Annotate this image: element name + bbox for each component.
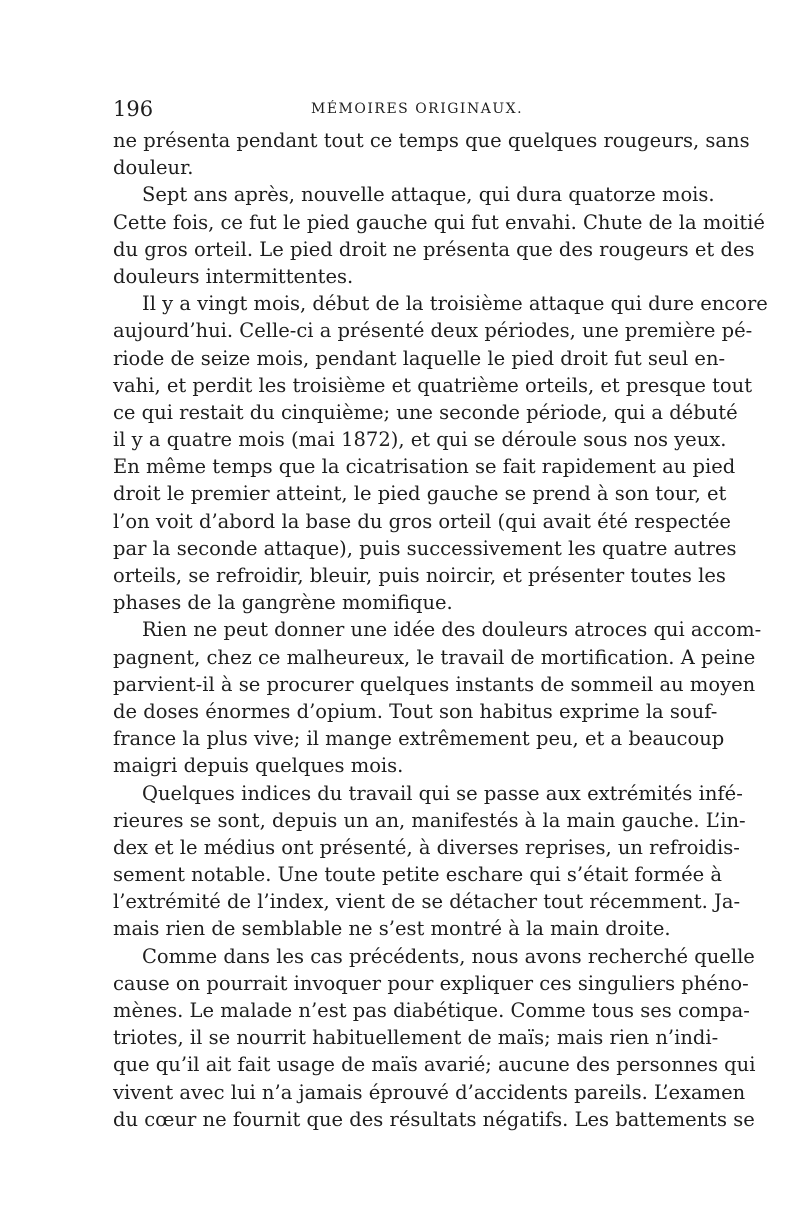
text-line: france la plus vive; il mange extrêmement peu, et a beaucoup [113, 727, 725, 751]
text-line: du gros orteil. Le pied droit ne présenta que des rougeurs et des [113, 237, 755, 261]
text-line: que qu’il ait fait usage de maïs avarié; aucune des personnes qui [113, 1053, 756, 1077]
text-line: l’on voit d’abord la base du gros orteil (qui avait été respectée [113, 509, 731, 533]
text-line: douleurs intermittentes. [113, 264, 354, 288]
text-line: il y a quatre mois (mai 1872), et qui se déroule sous nos yeux. [113, 428, 727, 452]
text-line: vivent avec lui n’a jamais éprouvé d’accidents pareils. L’examen [113, 1080, 746, 1104]
text-line: Comme dans les cas précédents, nous avons recherché quelle [142, 944, 755, 968]
text-line: parvient-il à se procurer quelques instants de sommeil au moyen [113, 672, 756, 696]
text-line: Quelques indices du travail qui se passe aux extrémités infé- [142, 781, 743, 805]
text-line: sement notable. Une toute petite eschare qui s’était formée à [113, 863, 723, 887]
text-line: douleur. [113, 156, 194, 180]
text-line: cause on pourrait invoquer pour expliquer ces singuliers phéno- [113, 971, 749, 995]
paragraph [113, 616, 762, 779]
page-header [113, 97, 688, 121]
paragraph [113, 780, 746, 943]
text-line: pagnent, chez ce malheureux, le travail de mortification. A peine [113, 645, 756, 669]
paragraph [113, 290, 768, 616]
body-text [113, 127, 768, 1133]
text-line: maigri depuis quelques mois. [113, 754, 404, 778]
text-line: triotes, il se nourrit habituellement de maïs; mais rien n’indi- [113, 1026, 719, 1050]
text-line: vahi, et perdit les troisième et quatrième orteils, et presque tout [113, 373, 753, 397]
text-line: dex et le médius ont présenté, à diverses reprises, un refroidis- [113, 835, 740, 859]
text-line: riode de seize mois, pendant laquelle le pied droit fut seul en- [113, 346, 726, 370]
text-line: phases de la gangrène momifique. [113, 591, 453, 615]
paragraph [113, 943, 756, 1133]
page-number: 196 [113, 97, 154, 121]
text-line: du cœur ne fournit que des résultats négatifs. Les battements se [113, 1107, 755, 1131]
text-line: rieures se sont, depuis un an, manifestés à la main gauche. L’in- [113, 808, 746, 832]
text-line: aujourd’hui. Celle-ci a présenté deux périodes, une première pé- [113, 319, 753, 343]
text-line: mais rien de semblable ne s’est montré à la main droite. [113, 917, 671, 941]
text-line: Sept ans après, nouvelle attaque, qui dura quatorze mois. [142, 183, 715, 207]
text-line: mènes. Le malade n’est pas diabétique. Comme tous ses compa- [113, 999, 750, 1022]
text-line: En même temps que la cicatrisation se fait rapidement au pied [113, 455, 736, 479]
text-line: orteils, se refroidir, bleuir, puis noircir, et présenter toutes les [113, 564, 726, 587]
text-line: droit le premier atteint, le pied gauche se prend à son tour, et [113, 482, 727, 506]
text-line: l’extrémité de l’index, vient de se détacher tout récemment. Ja- [113, 890, 741, 914]
paragraph [113, 127, 750, 181]
text-line: Cette fois, ce fut le pied gauche qui fut envahi. Chute de la moitié [113, 210, 765, 234]
text-line: Rien ne peut donner une idée des douleurs atroces qui accom- [142, 618, 762, 642]
text-line: Il y a vingt mois, début de la troisième attaque qui dure encore [142, 292, 768, 316]
text-line: de doses énormes d’opium. Tout son habitus exprime la souf- [113, 699, 718, 723]
text-line: ce qui restait du cinquième; une seconde période, qui a débuté [113, 400, 738, 424]
text-line: ne présenta pendant tout ce temps que quelques rougeurs, sans [113, 129, 750, 152]
paragraph [113, 181, 765, 290]
running-title: MÉMOIRES ORIGINAUX. [311, 101, 524, 117]
text-line: par la seconde attaque), puis successivement les quatre autres [113, 536, 737, 560]
